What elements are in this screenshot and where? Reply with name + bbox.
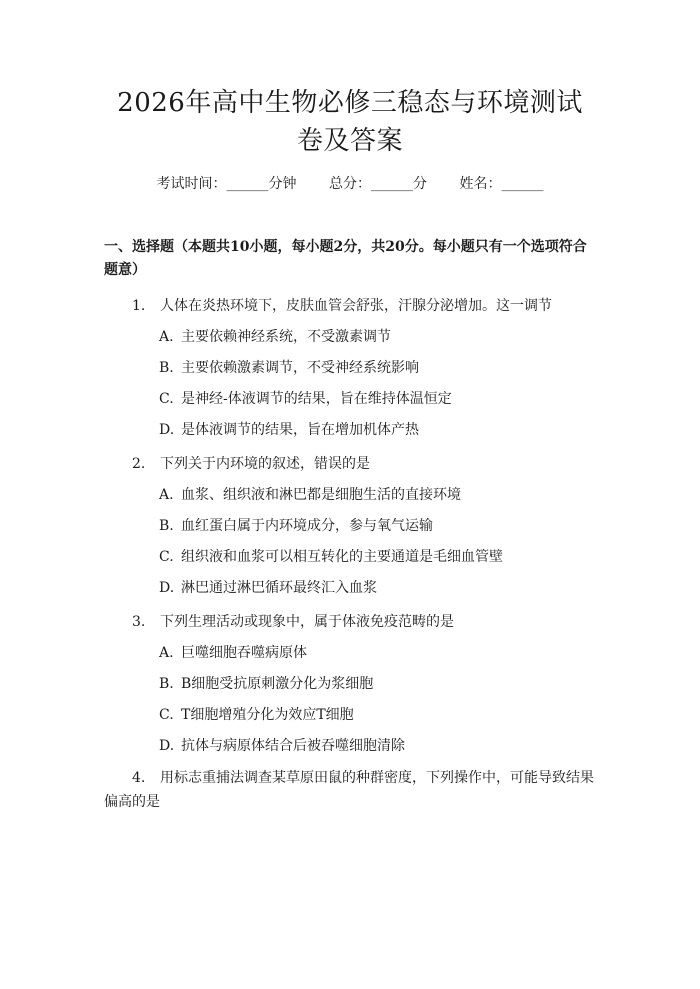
option-b [159, 516, 596, 536]
option-b [159, 674, 596, 694]
option-d [159, 420, 596, 440]
question-4 [104, 766, 596, 814]
question-stem [132, 612, 596, 632]
question-number: 1. [132, 298, 146, 314]
option-letter: D. [159, 738, 175, 754]
option-text: 是神经-体液调节的结果，旨在维持体温恒定 [181, 391, 452, 407]
option-text: 是体液调节的结果，旨在增加机体产热 [181, 422, 419, 438]
student-name-field: 姓名：______ [459, 176, 544, 192]
option-text: 抗体与病原体结合后被吞噬细胞清除 [181, 738, 405, 754]
option-text: 主要依赖神经系统，不受激素调节 [181, 329, 391, 345]
option-letter: D. [159, 580, 175, 596]
question-2 [104, 454, 596, 598]
option-letter: B. [159, 360, 174, 376]
exam-time-field: 考试时间：______分钟 [156, 176, 297, 192]
option-a [159, 327, 596, 347]
option-letter: A. [159, 645, 174, 661]
option-letter: A. [159, 329, 174, 345]
option-d [159, 736, 596, 756]
option-text: 巨噬细胞吞噬病原体 [181, 645, 307, 661]
option-text: 血浆、组织液和淋巴都是细胞生活的直接环境 [181, 487, 461, 503]
option-text: 淋巴通过淋巴循环最终汇入血浆 [181, 580, 377, 596]
option-a [159, 485, 596, 505]
question-stem [104, 766, 596, 814]
option-letter: C. [159, 549, 174, 565]
question-text: 下列生理活动或现象中，属于体液免疫范畴的是 [160, 614, 454, 630]
option-c [159, 389, 596, 409]
option-b [159, 358, 596, 378]
option-a [159, 643, 596, 663]
question-text: 人体在炎热环境下，皮肤血管会舒张，汗腺分泌增加。这一调节 [160, 298, 552, 314]
option-letter: D. [159, 422, 175, 438]
question-stem [132, 296, 596, 316]
option-c [159, 705, 596, 725]
option-c [159, 547, 596, 567]
option-text: T细胞增殖分化为效应T细胞 [181, 707, 354, 723]
question-stem [132, 454, 596, 474]
option-d [159, 578, 596, 598]
question-number: 2. [132, 456, 146, 472]
option-text: 组织液和血浆可以相互转化的主要通道是毛细血管壁 [181, 549, 503, 565]
option-text: B细胞受抗原刺激分化为浆细胞 [181, 676, 374, 692]
option-letter: B. [159, 518, 174, 534]
page-title: 2026年高中生物必修三稳态与环境测试卷及答案 [117, 88, 583, 156]
question-text: 用标志重捕法调查某草原田鼠的种群密度，下列操作中，可能导致结果偏高的是 [104, 770, 594, 810]
question-number: 4. [132, 770, 146, 786]
option-letter: C. [159, 707, 174, 723]
option-letter: C. [159, 391, 174, 407]
option-letter: A. [159, 487, 174, 503]
question-number: 3. [132, 614, 146, 630]
question-text: 下列关于内环境的叙述，错误的是 [160, 456, 370, 472]
option-text: 血红蛋白属于内环境成分，参与氧气运输 [181, 518, 433, 534]
option-text: 主要依赖激素调节，不受神经系统影响 [181, 360, 419, 376]
option-letter: B. [159, 676, 174, 692]
question-3 [104, 612, 596, 756]
section-heading-choice: 一、选择题（本题共10小题，每小题2分，共20分。每小题只有一个选项符合题意） [104, 239, 587, 278]
exam-page [0, 84, 700, 989]
total-score-field: 总分：______分 [329, 176, 427, 192]
question-1 [104, 296, 596, 440]
exam-info-line [104, 174, 596, 194]
